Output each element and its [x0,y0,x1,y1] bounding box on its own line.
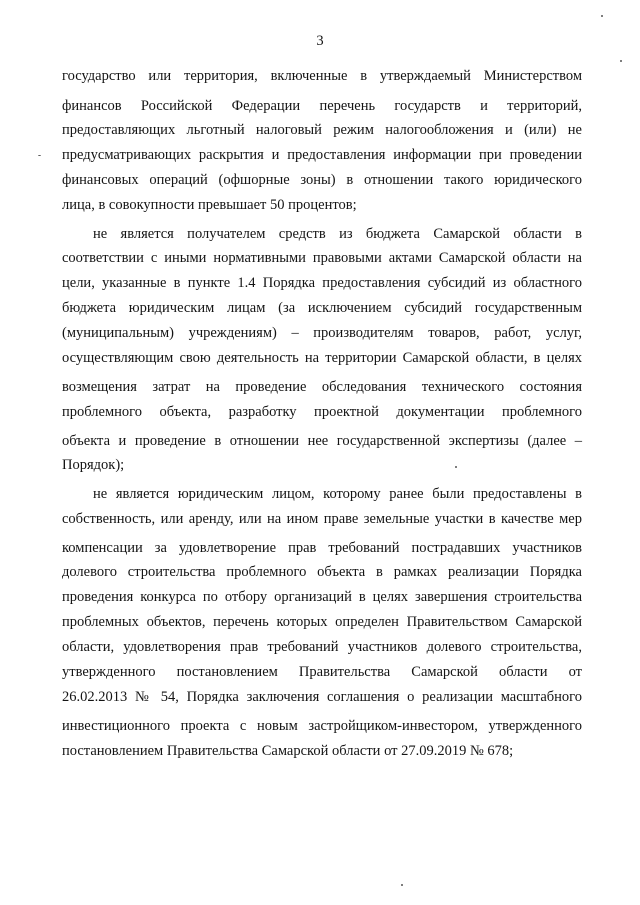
paragraph-line: не является юридическим лицом, которому ранее были предоставлены в [93,486,582,502]
paragraph-line: инвестиционного проекта с новым застройщиком-инвестором, утвержденного [62,718,582,734]
scan-speck [455,466,457,468]
scan-speck [38,155,41,156]
paragraph-line: возмещения затрат на проведение обследования технического состояния [62,379,582,395]
paragraph-line: цели, указанные в пункте 1.4 Порядка предоставления субсидий из областного [62,275,582,291]
paragraph-line: проблемных объектов, перечень которых определен Правительством Самарской [62,614,582,630]
paragraph-line: долевого строительства проблемного объекта в рамках реализации Порядка [62,564,582,580]
paragraph-line: 26.02.2013 № 54, Порядка заключения соглашения о реализации масштабного [62,689,582,705]
paragraph-line: не является получателем средств из бюджета Самарской области в [93,226,582,242]
paragraph-line: бюджета юридическим лицам (за исключением субсидий государственным [62,300,582,316]
paragraph-line: Порядок); [62,457,125,473]
paragraph-line: предоставляющих льготный налоговый режим налогообложения и (или) не [62,122,582,138]
paragraph-line: проблемного объекта, разработку проектной документации проблемного [62,404,582,420]
paragraph-line: соответствии с иными нормативными правовыми актами Самарской области на [62,250,582,266]
scan-speck [401,884,403,886]
paragraph-line: лица, в совокупности превышает 50 процентов; [62,197,357,213]
paragraph-line: финансовых операций (офшорные зоны) в отношении такого юридического [62,172,582,188]
paragraph-line: компенсации за удовлетворение прав требований пострадавших участников [62,540,582,556]
paragraph-line: проведения конкурса по отбору организаций в целях завершения строительства [62,589,582,605]
paragraph-line: осуществляющим свою деятельность на территории Самарской области, в целях [62,350,582,366]
paragraph-line: постановлением Правительства Самарской области от 27.09.2019 № 678; [62,743,514,759]
paragraph-line: государство или территория, включенные в утверждаемый Министерством [62,68,582,84]
scan-speck [601,15,603,17]
scan-speck [620,60,622,62]
paragraph-line: (муниципальным) учреждениям) – производителям товаров, работ, услуг, [62,325,582,341]
page-number: 3 [316,33,324,49]
paragraph-line: предусматривающих раскрытия и предоставления информации при проведении [62,147,582,163]
paragraph-line: финансов Российской Федерации перечень государств и территорий, [62,98,582,114]
paragraph-line: собственность, или аренду, или на ином праве земельные участки в качестве мер [62,511,582,527]
paragraph-line: объекта и проведение в отношении нее государственной экспертизы (далее – [62,433,582,449]
paragraph-line: области, удовлетворения прав требований участников долевого строительства, [62,639,582,655]
paragraph-line: утвержденного постановлением Правительства Самарской области от [62,664,582,680]
